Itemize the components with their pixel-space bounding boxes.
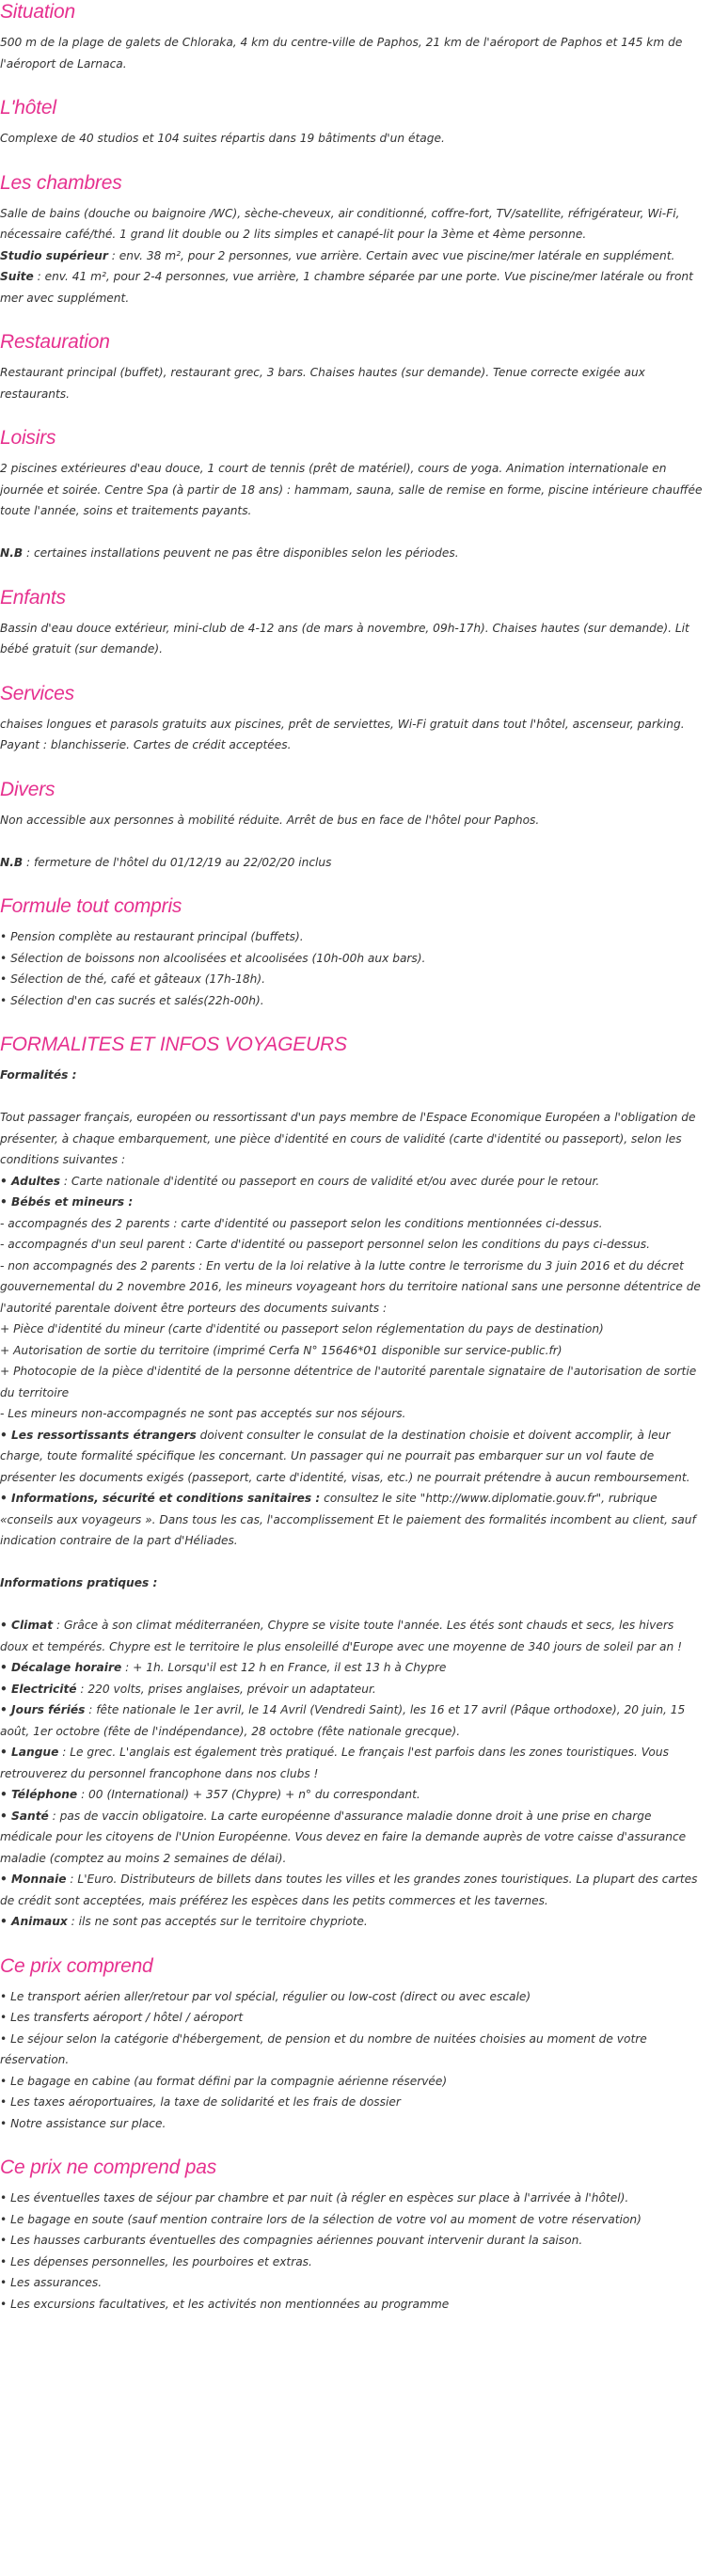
list-item: - Les mineurs non-accompagnés ne sont pas acceptés sur nos séjours. — [0, 1407, 406, 1420]
list-item: • Sélection de boissons non alcoolisées et alcoolisées (10h-00h aux bars). — [0, 951, 426, 965]
list-item: - accompagnés d'un seul parent : Carte d'identité ou passeport personnel selon les conditions du pays ci-dessus. — [0, 1238, 650, 1251]
section-title-services: Services — [0, 682, 74, 704]
list-item: • Les excursions facultatives, et les activités non mentionnées au programme — [0, 2297, 450, 2311]
section-restauration — [0, 330, 713, 404]
infos-text: consultez le site "http://www.diplomatie.gouv.fr", rubrique «conseils aux voyageurs ». Dans tous les cas, l'accomplissement Et le paiement des formalités incombent au client, sauf indication contraire de la part d'Héliades. — [0, 1492, 696, 1547]
section-chambres — [0, 171, 713, 309]
pratique-item: • Animaux : ils ne sont pas acceptés sur le territoire chypriote. — [0, 1915, 368, 1928]
pratique-item: • Jours fériés : fête nationale le 1er avril, le 14 Avril (Vendredi Saint), les 16 et 17 avril (Pâque orthodoxe), 20 juin, 15 août, 1er octobre (fête de l'indépendance), 28 octobre (fête nationale grecque). — [0, 1703, 686, 1738]
list-item: • Notre assistance sur place. — [0, 2116, 166, 2130]
section-title-formalites: FORMALITES ET INFOS VOYAGEURS — [0, 1034, 347, 1055]
section-title-situation: Situation — [0, 1, 75, 23]
suite-text: : env. 41 m², pour 2-4 personnes, vue arrière, 1 chambre séparée par une porte. Vue piscine/mer latérale ou front mer avec supplément. — [0, 270, 693, 305]
list-item: • Pension complète au restaurant principal (buffets). — [0, 930, 304, 943]
list-item: + Photocopie de la pièce d'identité de la personne détentrice de l'autorité parentale signataire de l'autorisation de sortie du territoire — [0, 1365, 697, 1399]
pratique-item: • Electricité : 220 volts, prises anglaises, prévoir un adaptateur. — [0, 1682, 376, 1696]
list-item: + Autorisation de sortie du territoire (imprimé Cerfa N° 15646*01 disponible sur service-public.fr) — [0, 1343, 562, 1357]
section-title-enfants: Enfants — [0, 586, 66, 608]
loisirs-nb — [0, 543, 713, 564]
loisirs-nb-label: N.B — [0, 546, 24, 560]
list-item: • Les hausses carburants éventuelles des compagnies aériennes pouvant intervenir durant la saison. — [0, 2234, 583, 2247]
formalites-infos — [0, 1488, 713, 1552]
list-item: • Les dépenses personnelles, les pourboires et extras. — [0, 2254, 312, 2268]
section-title-formule: Formule tout compris — [0, 895, 182, 917]
restauration-text: Restaurant principal (buffet), restaurant grec, 3 bars. Chaises hautes (sur demande). Tenue correcte exigée aux restaurants. — [0, 366, 645, 401]
section-title-hotel: L'hôtel — [0, 97, 56, 119]
list-item: + Pièce d'identité du mineur (carte d'identité ou passeport selon réglementation du pays de destination) — [0, 1322, 604, 1335]
section-hotel — [0, 96, 713, 150]
etrangers-label: • Les ressortissants étrangers — [0, 1428, 197, 1442]
section-enfants — [0, 586, 713, 660]
section-divers — [0, 778, 713, 874]
pratiques-subtitle: Informations pratiques : — [0, 1576, 158, 1589]
divers-text: Non accessible aux personnes à mobilité réduite. Arrêt de bus en face de l'hôtel pour Paphos. — [0, 813, 540, 827]
section-services — [0, 682, 713, 756]
divers-nb-label: N.B — [0, 855, 24, 869]
section-formalites — [0, 1033, 713, 1933]
pratique-item: • Téléphone : 00 (International) + 357 (Chypre) + n° du correspondant. — [0, 1788, 420, 1801]
section-situation — [0, 0, 713, 74]
formalites-etrangers — [0, 1425, 713, 1489]
adultes-label: • Adultes — [0, 1174, 61, 1188]
loisirs-nb-text: : certaines installations peuvent ne pas être disponibles selon les périodes. — [23, 546, 459, 560]
suite-label: Suite — [0, 270, 34, 283]
divers-nb — [0, 852, 713, 874]
formalites-adultes — [0, 1171, 713, 1193]
loisirs-text: 2 piscines extérieures d'eau douce, 1 court de tennis (prêt de matériel), cours de yoga. Animation internationale en journée et soirée. Centre Spa (à partir de 18 ans) : hammam, sauna, salle de remise en forme, piscine intérieure chauffée toute l'année, soins et traitements payants. — [0, 462, 703, 517]
list-item: • Sélection de thé, café et gâteaux (17h-18h). — [0, 972, 265, 986]
section-title-divers: Divers — [0, 778, 55, 800]
list-item: - accompagnés des 2 parents : carte d'identité ou passeport selon les conditions mentionnées ci-dessus. — [0, 1216, 603, 1230]
etrangers-text: doivent consulter le consulat de la destination choisie et doivent accomplir, à leur charge, toute formalité spécifique les concernant. Un passager qui ne pourrait pas embarquer sur un vol faute de présenter les documents exigés (passeport, carte d'identité, visas, etc.) ne pourrait prétendre à aucun remboursement. — [0, 1428, 690, 1484]
section-formule — [0, 894, 713, 1011]
list-item: • Le bagage en soute (sauf mention contraire lors de la sélection de votre vol au moment de votre réservation) — [0, 2212, 642, 2226]
list-item: • Le bagage en cabine (au format défini par la compagnie aérienne réservée) — [0, 2074, 448, 2088]
formalites-intro: Tout passager français, européen ou ressortissant d'un pays membre de l'Espace Economique Européen a l'obligation de présenter, à chaque embarquement, une pièce d'identité en cours de validité (carte d'identité ou passeport), selon les conditions suivantes : — [0, 1111, 696, 1166]
pratique-item: • Santé : pas de vaccin obligatoire. La carte européenne d'assurance maladie donne droit à une prise en charge médicale pour les citoyens de l'Union Européenne. Vous devez en faire la demande auprès de votre caisse d'assurance maladie (comptez au moins 2 semaines de délai). — [0, 1809, 687, 1865]
chambres-suite — [0, 266, 713, 308]
section-title-comprend: Ce prix comprend — [0, 1954, 153, 1977]
pratique-item: • Monnaie : L'Euro. Distributeurs de billets dans toutes les villes et les grandes zones touristiques. La plupart des cartes de crédit sont acceptées, mais préférez les espèces dans les petits commerces et les tavernes. — [0, 1873, 698, 1907]
list-item: • Les transferts aéroport / hôtel / aéroport — [0, 2011, 244, 2024]
section-loisirs — [0, 426, 713, 564]
adultes-text: : Carte nationale d'identité ou passeport en cours de validité et/ou avec durée pour le retour. — [60, 1174, 600, 1188]
list-item: • Les taxes aéroportuaires, la taxe de solidarité et les frais de dossier — [0, 2095, 401, 2109]
studio-text: : env. 38 m², pour 2 personnes, vue arrière. Certain avec vue piscine/mer latérale en supplément. — [107, 248, 675, 262]
section-comprend — [0, 1954, 713, 2135]
list-item: • Les éventuelles taxes de séjour par chambre et par nuit (à régler en espèces sur place à l'arrivée à l'hôtel). — [0, 2191, 629, 2205]
section-title-loisirs: Loisirs — [0, 427, 56, 449]
enfants-text: Bassin d'eau douce extérieur, mini-club de 4-12 ans (de mars à novembre, 09h-17h). Chaises hautes (sur demande). Lit bébé gratuit (sur demande). — [0, 621, 689, 656]
pratique-item: • Climat : Grâce à son climat méditerranéen, Chypre se visite toute l'année. Les étés sont chauds et secs, les hivers doux et tempérés. Chypre est le territoire le plus ensoleillé d'Europe avec une moyenne de 340 jours de soleil par an ! — [0, 1619, 682, 1653]
services-text: chaises longues et parasols gratuits aux piscines, prêt de serviettes, Wi-Fi gratuit dans tout l'hôtel, ascenseur, parking. Payant : blanchisserie. Cartes de crédit acceptées. — [0, 717, 685, 751]
hotel-text: Complexe de 40 studios et 104 suites répartis dans 19 bâtiments d'un étage. — [0, 132, 445, 145]
section-title-ne-comprend: Ce prix ne comprend pas — [0, 2157, 217, 2178]
divers-nb-text: : fermeture de l'hôtel du 01/12/19 au 22/02/20 inclus — [23, 855, 332, 869]
section-title-restauration: Restauration — [0, 331, 110, 353]
bebes-label: • Bébés et mineurs : — [0, 1195, 134, 1209]
list-item: • Sélection d'en cas sucrés et salés(22h-00h). — [0, 993, 264, 1007]
infos-label: • Informations, sécurité et conditions sanitaires : — [0, 1492, 321, 1505]
section-ne-comprend — [0, 2156, 713, 2315]
list-item: - non accompagnés des 2 parents : En vertu de la loi relative à la lutte contre le terrorisme du 3 juin 2016 et du décret gouvernemental du 2 novembre 2016, les mineurs voyageant hors du territoire national sans une personne détentrice de l'autorité parentale doivent être porteurs des documents suivants : — [0, 1258, 701, 1315]
list-item: • Le transport aérien aller/retour par vol spécial, régulier ou low-cost (direct ou avec escale) — [0, 1989, 531, 2003]
list-item: • Le séjour selon la catégorie d'hébergement, de pension et du nombre de nuitées choisies au moment de votre réservation. — [0, 2031, 647, 2066]
formalites-subtitle: Formalités : — [0, 1068, 77, 1082]
situation-text: 500 m de la plage de galets de Chloraka, 4 km du centre-ville de Paphos, 21 km de l'aéroport de Paphos et 145 km de l'aéroport de Larnaca. — [0, 36, 683, 71]
formalites-bebes — [0, 1192, 713, 1213]
chambres-text: Salle de bains (douche ou baignoire /WC), sèche-cheveux, air conditionné, coffre-fort, TV/satellite, réfrigérateur, Wi-Fi, nécessaire café/thé. 1 grand lit double ou 2 lits simples et canapé-lit pour la 3ème et 4ème personne. — [0, 206, 680, 241]
pratique-item: • Langue : Le grec. L'anglais est également très pratiqué. Le français l'est parfois dans les zones touristiques. Vous retrouverez du personnel francophone dans nos clubs ! — [0, 1746, 669, 1780]
pratique-item: • Décalage horaire : + 1h. Lorsqu'il est 12 h en France, il est 13 h à Chypre — [0, 1661, 447, 1674]
section-title-chambres: Les chambres — [0, 171, 122, 194]
chambres-studio — [0, 245, 713, 267]
studio-label: Studio supérieur — [0, 248, 108, 262]
list-item: • Les assurances. — [0, 2276, 103, 2289]
